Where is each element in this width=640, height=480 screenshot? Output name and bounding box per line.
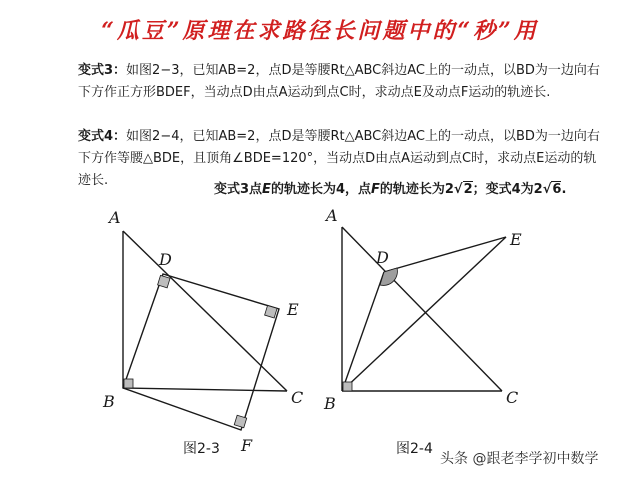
answer-e-label: E xyxy=(262,182,271,197)
variant-3-paragraph xyxy=(78,60,608,104)
sqrt-radicand-1: 2 xyxy=(463,182,473,197)
answer-f-label: F xyxy=(370,182,380,197)
figure-2-4-caption: 图2-4 xyxy=(396,441,433,457)
answer-part2: 的轨迹长为4，点 xyxy=(270,182,371,197)
answer-part5: . xyxy=(561,182,567,197)
label-b: B xyxy=(103,392,115,411)
label-e: E xyxy=(287,300,299,319)
segment-ac xyxy=(123,231,287,391)
label-c: C xyxy=(291,388,304,407)
answer-part3: 的轨迹长为2 xyxy=(379,182,454,197)
answer-part4: ；变式4为2 xyxy=(472,182,543,197)
label-c: C xyxy=(506,388,519,407)
segment-bd xyxy=(342,272,384,391)
figure-2-4 xyxy=(320,205,540,460)
angle-bde-mark xyxy=(380,268,397,285)
variant-3-lead: 变式3： xyxy=(78,63,127,78)
right-angle-b-mark xyxy=(124,379,133,388)
variant-3-text: 如图2−3，已知AB=2，点D是等腰Rt△ABC斜边AC上的一动点，以BD为一边向右下方作正方形BDEF，当动点D由点A运动到点C时，求动点E及动点F运动的轨迹长. xyxy=(78,63,600,100)
label-a: A xyxy=(109,208,121,227)
square-bdef xyxy=(123,274,279,430)
label-b: B xyxy=(324,394,336,413)
label-a: A xyxy=(326,206,338,225)
sqrt-symbol-1: √2 xyxy=(453,182,473,197)
sqrt-radicand-2: 6 xyxy=(552,182,562,197)
variant-4-text: 如图2−4，已知AB=2，点D是等腰Rt△ABC斜边AC上的一动点，以BD为一边向右下方作等腰△BDE，且顶角∠BDE=120°，当动点D由点A运动到点C时，求动点E运动的轨迹长. xyxy=(78,129,600,188)
label-e: E xyxy=(510,230,522,249)
label-d: D xyxy=(376,248,389,267)
label-f: F xyxy=(241,436,253,455)
label-d: D xyxy=(159,250,172,269)
segment-ac xyxy=(342,227,502,391)
figure-2-3 xyxy=(95,205,325,460)
right-angle-b-mark xyxy=(343,382,352,391)
variant-4-lead: 变式4： xyxy=(78,129,127,144)
figure-2-3-caption: 图2-3 xyxy=(183,441,220,457)
watermark-footer: 头条 @跟老李学初中数学 xyxy=(440,451,599,467)
article-title: “瓜豆”原理在求路径长问题中的“秒”用 xyxy=(101,18,539,44)
segment-bc xyxy=(123,388,287,391)
answer-line xyxy=(214,178,566,197)
sqrt-symbol-2: √6 xyxy=(542,182,562,197)
answer-part1: 变式3点 xyxy=(214,182,263,197)
